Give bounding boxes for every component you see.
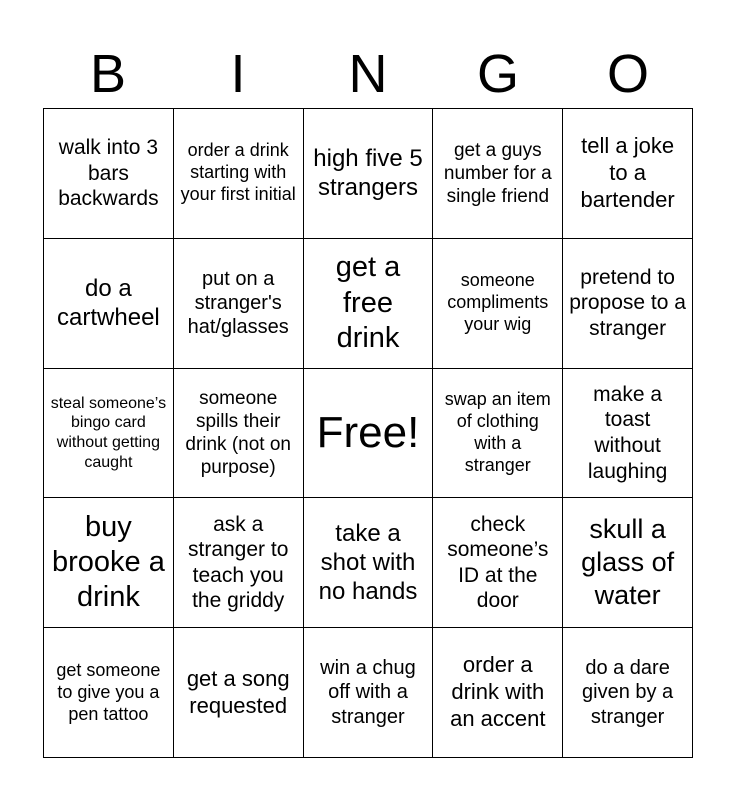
bingo-cell-text: swap an item of clothing with a stranger [444,389,551,475]
bingo-cell-text: tell a joke to a bartender [580,133,675,212]
bingo-header [43,40,693,108]
bingo-cell-text: someone compliments your wig [447,270,549,335]
bingo-cell[interactable] [563,239,693,369]
bingo-cell-text: take a shot with no hands [318,519,418,606]
header-letter-g: G [476,44,519,104]
bingo-cell-text: high five 5 strangers [313,145,423,202]
bingo-cell[interactable] [174,369,304,499]
bingo-cell-text: pretend to propose to a stranger [569,265,686,340]
bingo-cell-text: win a chug off with a stranger [320,657,416,728]
bingo-cell[interactable] [433,369,563,499]
bingo-cell-text: put on a stranger's hat/glasses [187,267,289,339]
free-space-text: Free! [316,408,420,458]
bingo-cell-text: do a cartwheel [57,274,160,332]
bingo-cell-text: ask a stranger to teach you the griddy [188,512,289,613]
bingo-board [43,108,693,758]
bingo-cell-text: get someone to give you a pen tattoo [56,659,161,724]
bingo-cell[interactable] [433,239,563,369]
bingo-cell[interactable] [433,628,563,758]
bingo-cell-text: someone spills their drink (not on purpose) [185,387,291,479]
bingo-cell[interactable] [304,239,434,369]
bingo-cell-text: check someone’s ID at the door [447,512,549,613]
bingo-cell[interactable] [44,628,174,758]
bingo-cell[interactable] [563,369,693,499]
bingo-cell-text: walk into 3 bars backwards [58,135,159,211]
bingo-cell[interactable] [433,109,563,239]
bingo-cell[interactable] [174,239,304,369]
bingo-cell[interactable] [563,498,693,628]
bingo-cell-text: steal someone’s bingo card without getting caught [50,394,167,471]
bingo-cell[interactable] [44,369,174,499]
header-letter-n: N [348,44,388,104]
bingo-cell[interactable] [44,498,174,628]
free-space-cell[interactable] [304,369,434,499]
bingo-cell[interactable] [433,498,563,628]
bingo-cell[interactable] [44,109,174,239]
bingo-cell[interactable] [304,628,434,758]
bingo-cell-text: buy brooke a drink [51,510,165,614]
bingo-cell-text: order a drink with an accent [450,652,546,731]
bingo-cell-text: skull a glass of water [581,514,675,611]
bingo-cell-text: make a toast without laughing [587,382,668,483]
bingo-cell[interactable] [563,628,693,758]
bingo-cell[interactable] [563,109,693,239]
bingo-cell[interactable] [174,109,304,239]
header-letter-o: O [606,44,649,104]
bingo-cell-text: do a dare given by a stranger [582,657,674,728]
header-letter-b: B [89,44,127,104]
header-letter-i: I [230,44,246,104]
bingo-cell-text: get a free drink [335,251,401,354]
bingo-cell[interactable] [304,109,434,239]
bingo-cell[interactable] [174,628,304,758]
bingo-cell-text: get a song requested [186,665,290,718]
bingo-cell[interactable] [44,239,174,369]
bingo-cell-text: get a guys number for a single friend [443,139,552,207]
bingo-cell[interactable] [304,498,434,628]
bingo-cell[interactable] [174,498,304,628]
bingo-cell-text: order a drink starting with your first initial [180,140,296,205]
